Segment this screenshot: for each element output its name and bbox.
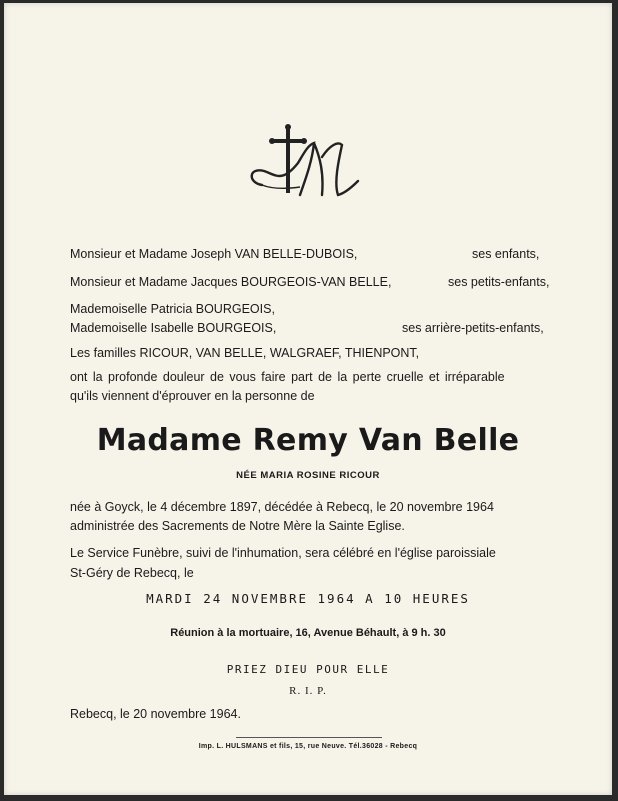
family-name-3: Mademoiselle Patricia BOURGEOIS, <box>70 302 275 316</box>
closing-place-date: Rebecq, le 20 novembre 1964. <box>70 707 241 721</box>
family-line-4 <box>70 321 550 335</box>
family-relation-2: ses petits-enfants, <box>448 275 550 289</box>
service-date: MARDI 24 NOVEMBRE 1964 A 10 HEURES <box>146 591 470 606</box>
announcement-line-1: ont la profonde douleur de vous faire part de la perte cruelle et irréparable <box>70 370 505 384</box>
family-line-3 <box>70 302 275 316</box>
cross-monogram-emblem <box>242 123 372 203</box>
family-line-2 <box>70 275 550 289</box>
family-name-5: Les familles RICOUR, VAN BELLE, WALGRAEF, THIENPONT, <box>70 346 420 360</box>
prayer-line: PRIEZ DIEU POUR ELLE <box>226 663 390 676</box>
family-name-4: Mademoiselle Isabelle BOURGEOIS, <box>70 321 277 335</box>
family-line-5 <box>70 346 419 360</box>
family-name-1: Monsieur et Madame Joseph VAN BELLE-DUBOIS, <box>70 247 358 261</box>
reunion-line: Réunion à la mortuaire, 16, Avenue Béhault, à 9 h. 30 <box>170 627 446 639</box>
family-line-1 <box>70 247 550 261</box>
family-name-2: Monsieur et Madame Jacques BOURGEOIS-VAN BELLE, <box>70 275 392 289</box>
maiden-name: NÉE MARIA ROSINE RICOUR <box>236 470 380 481</box>
family-relation-4: ses arrière-petits-enfants, <box>402 321 544 335</box>
service-line-1: Le Service Funèbre, suivi de l'inhumation, sera célébré en l'église paroissiale <box>70 546 496 560</box>
family-relation-1: ses enfants, <box>472 247 540 261</box>
birth-death-line: née à Goyck, le 4 décembre 1897, décédée à Rebecq, le 20 novembre 1964 <box>70 500 494 514</box>
deceased-name: Madame Remy Van Belle <box>96 423 520 458</box>
sacraments-line: administrée des Sacrements de Notre Mère la Sainte Eglise. <box>70 519 405 533</box>
printer-credit: Imp. L. HULSMANS et fils, 15, rue Neuve. Tél.36028 - Rebecq <box>198 743 418 750</box>
announcement-line-2: qu'ils viennent d'éprouver en la personne de <box>70 389 315 403</box>
funeral-notice-card <box>4 3 612 795</box>
divider-rule <box>236 737 382 738</box>
rip-line: R. I. P. <box>289 685 327 697</box>
service-line-2: St-Géry de Rebecq, le <box>70 566 194 580</box>
